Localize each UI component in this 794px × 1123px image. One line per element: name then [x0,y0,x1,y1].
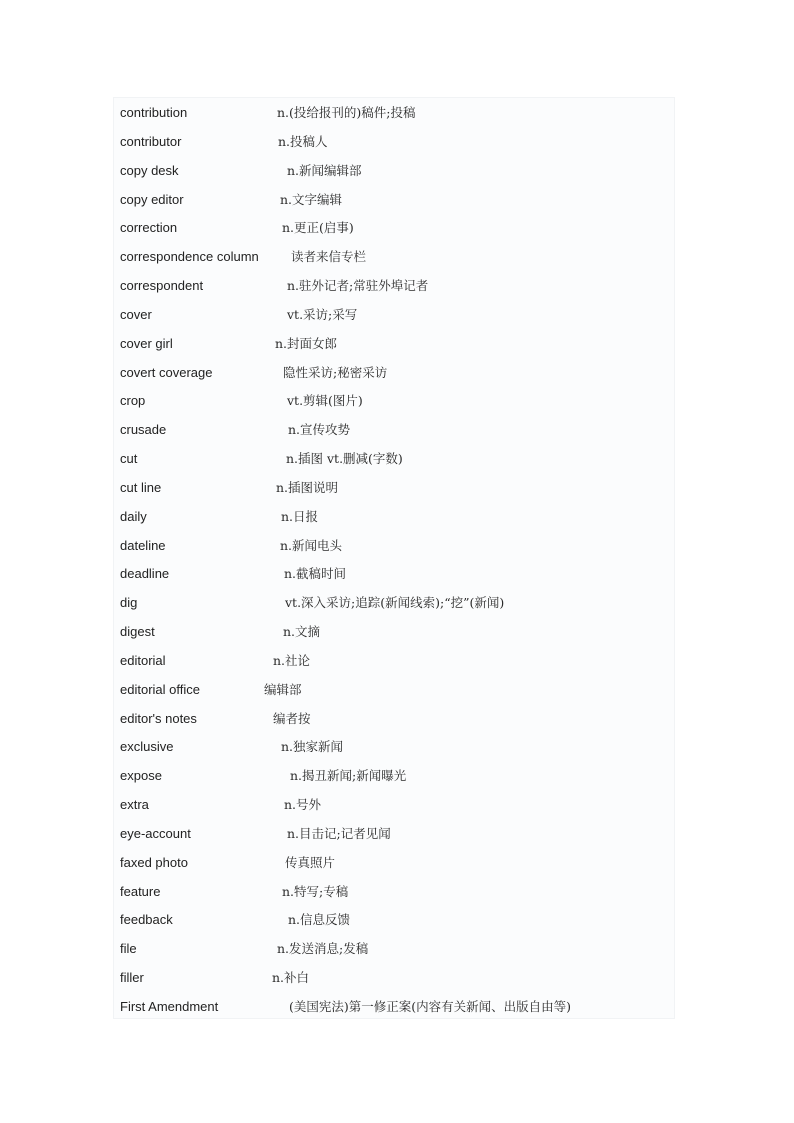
glossary-entry [114,848,676,877]
term-text: cover [120,307,152,322]
term-text: digest [120,624,155,639]
definition-text: n.新闻电头 [280,538,343,553]
glossary-entry [114,819,676,848]
glossary-entry [114,963,676,992]
glossary-entry [114,732,676,761]
glossary-entry [114,675,676,704]
definition-text: n.揭丑新闻;新闻曝光 [290,768,407,783]
definition-text: vt.深入采访;追踪(新闻线索);“挖”(新闻) [285,595,505,610]
definition-text: 读者来信专栏 [291,249,367,264]
definition-text: n.更正(启事) [282,220,354,235]
term-text: dig [120,595,138,610]
definition-text: n.号外 [284,797,322,812]
definition-text: n.宣传攻势 [288,422,351,437]
term-text: contributor [120,134,182,149]
term-text: eye-account [120,826,191,841]
term-text: covert coverage [120,365,213,380]
term-text: cover girl [120,336,173,351]
term-text: filler [120,970,144,985]
term-text: exclusive [120,739,174,754]
definition-text: n.新闻编辑部 [287,163,362,178]
term-text: feature [120,884,161,899]
glossary-entry [114,329,676,358]
glossary-entry [114,271,676,300]
glossary-entry [114,415,676,444]
glossary-entry [114,300,676,329]
glossary-entry [114,473,676,502]
definition-text: 编者按 [273,711,311,726]
term-text: file [120,941,137,956]
definition-text: n.插图 vt.删减(字数) [286,451,403,466]
glossary-entry [114,242,676,271]
glossary-entry [114,156,676,185]
glossary-entry [114,761,676,790]
glossary-entry [114,588,676,617]
glossary-entry [114,386,676,415]
glossary-entry [114,213,676,242]
glossary-entry [114,127,676,156]
definition-text: n.信息反馈 [288,912,351,927]
term-text: First Amendment [120,999,219,1014]
term-text: extra [120,797,149,812]
glossary-entry [114,992,676,1021]
term-text: cut [120,451,138,466]
glossary-entry [114,905,676,934]
definition-text: n.截稿时间 [284,566,347,581]
glossary-entry [114,502,676,531]
term-text: copy desk [120,163,179,178]
term-text: copy editor [120,192,184,207]
term-text: dateline [120,538,166,553]
glossary-entry [114,531,676,560]
definition-text: n.文字编辑 [280,192,343,207]
glossary-entry [114,185,676,214]
term-text: crop [120,393,146,408]
glossary-entry [114,358,676,387]
term-text: correction [120,220,178,235]
glossary-entry [114,98,676,127]
definition-text: n.插图说明 [276,480,339,495]
glossary-entry [114,646,676,675]
term-text: editorial [120,653,166,668]
glossary-entry [114,704,676,733]
term-text: cut line [120,480,162,495]
term-text: deadline [120,566,170,581]
term-text: correspondence column [120,249,259,264]
term-text: editor's notes [120,711,197,726]
definition-text: vt.剪辑(图片) [287,393,363,408]
definition-text: 传真照片 [285,855,336,870]
definition-text: n.目击记;记者见闻 [287,826,391,841]
glossary-entry [114,559,676,588]
definition-text: n.日报 [281,509,319,524]
term-text: faxed photo [120,855,188,870]
definition-text: 编辑部 [264,682,302,697]
definition-text: n.发送消息;发稿 [277,941,369,956]
definition-text: n.特写;专稿 [282,884,349,899]
glossary-entry [114,617,676,646]
term-text: daily [120,509,147,524]
term-text: correspondent [120,278,204,293]
definition-text: vt.采访;采写 [287,307,358,322]
term-text: crusade [120,422,167,437]
definition-text: n.补白 [272,970,310,985]
term-text: feedback [120,912,173,927]
glossary-sheet [113,97,675,1019]
definition-text: n.封面女郎 [275,336,338,351]
definition-text: n.独家新闻 [281,739,344,754]
definition-text: n.(投给报刊的)稿件;投稿 [277,105,416,120]
term-text: editorial office [120,682,200,697]
definition-text: n.社论 [273,653,311,668]
glossary-entry [114,790,676,819]
term-text: expose [120,768,162,783]
definition-text: 隐性采访;秘密采访 [283,365,388,380]
term-text: contribution [120,105,188,120]
definition-text: n.文摘 [283,624,321,639]
definition-text: n.投稿人 [278,134,328,149]
glossary-entry [114,444,676,473]
definition-text: (美国宪法)第一修正案(内容有关新闻、出版自由等) [289,999,572,1014]
glossary-entry [114,877,676,906]
glossary-entry [114,934,676,963]
definition-text: n.驻外记者;常驻外埠记者 [287,278,429,293]
